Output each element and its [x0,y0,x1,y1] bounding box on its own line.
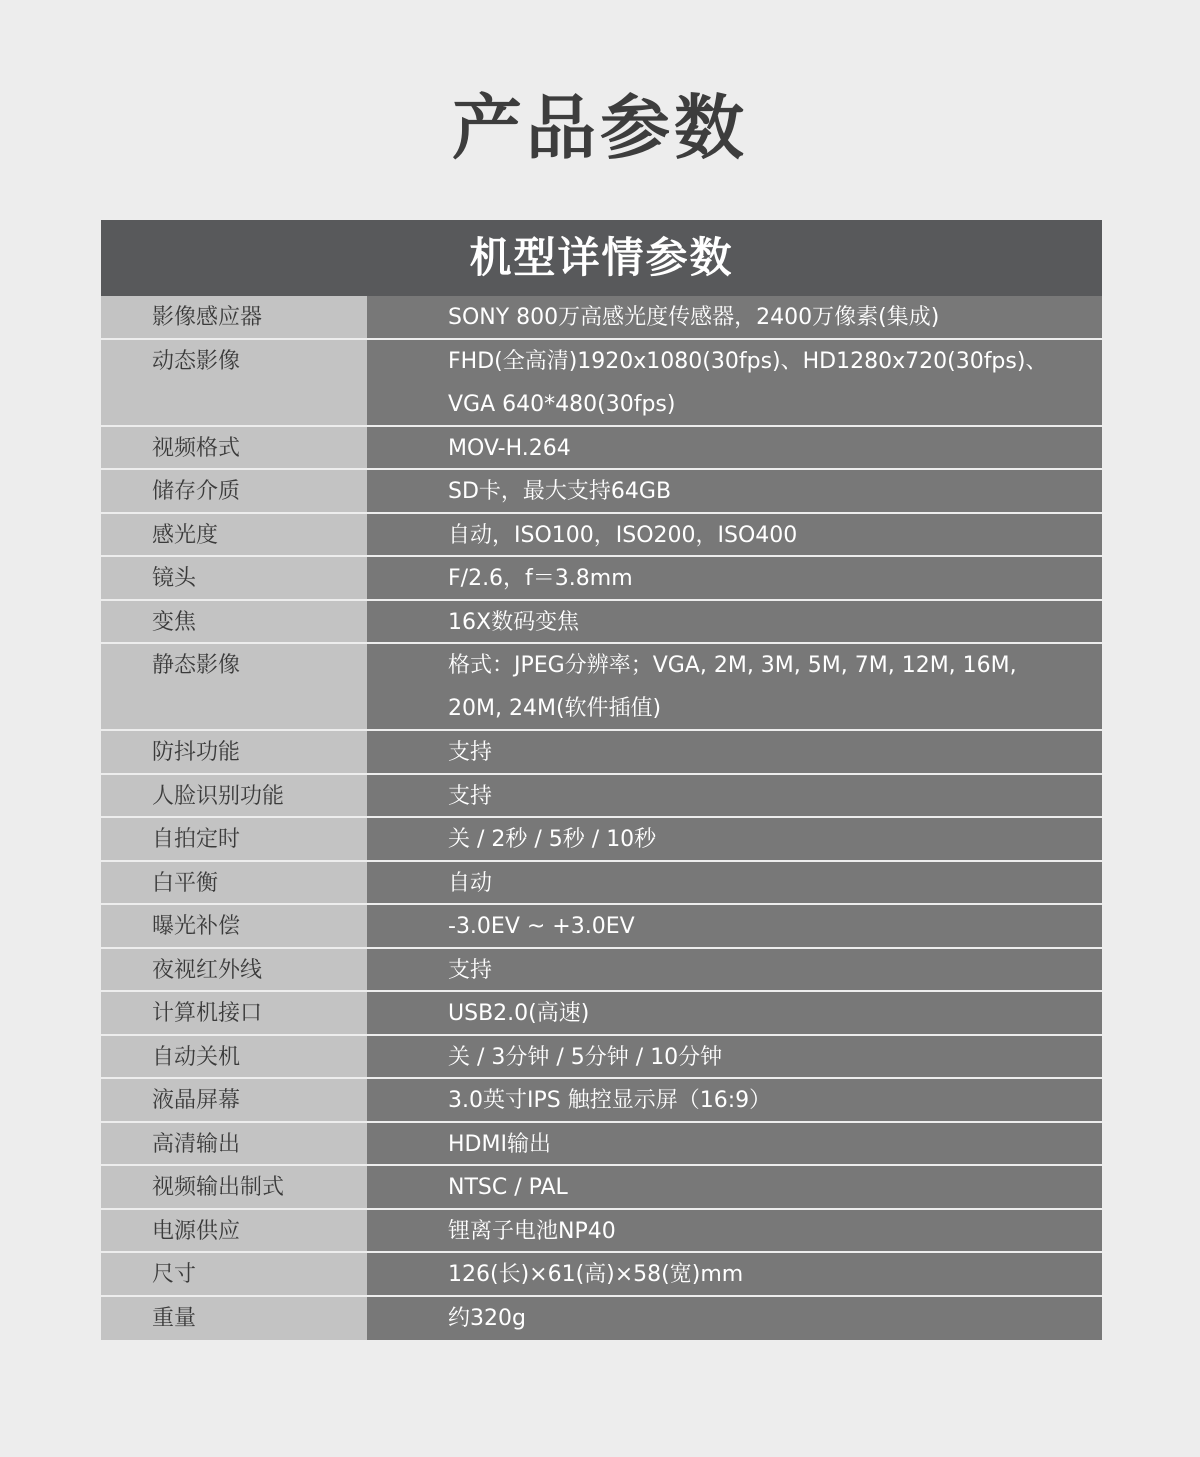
table-row [101,470,1102,514]
table-row [101,340,1102,427]
row-value [367,1253,1102,1295]
row-label: 尺寸 [101,1253,367,1295]
row-value [367,470,1102,512]
table-row [101,296,1102,340]
row-value-line: F/2.6，f＝3.8mm [448,566,633,591]
row-value [367,905,1102,947]
table-row [101,1210,1102,1254]
row-value-line: 格式：JPEG分辨率；VGA, 2M, 3M, 5M, 7M, 12M, 16M, [448,653,1017,678]
row-value-line: 关 / 2秒 / 5秒 / 10秒 [448,827,657,852]
row-label: 视频格式 [101,427,367,469]
row-value [367,949,1102,991]
row-value-line: VGA 640*480(30fps) [448,391,676,417]
row-value [367,775,1102,817]
row-value-line: SD卡，最大支持64GB [448,479,672,504]
row-value-line: 支持 [448,783,493,809]
row-value [367,862,1102,904]
row-value-line: 锂离子电池NP40 [448,1218,616,1244]
row-value-line: 关 / 3分钟 / 5分钟 / 10分钟 [448,1044,723,1070]
page-title: 产品参数 [452,87,748,169]
table-row [101,601,1102,645]
table-header: 机型详情参数 [101,220,1102,296]
row-value [367,992,1102,1034]
row-label: 人脸识别功能 [101,775,367,817]
row-value [367,557,1102,599]
row-value [367,1123,1102,1165]
row-label: 夜视红外线 [101,949,367,991]
row-value-line: 自动，ISO100，ISO200，ISO400 [448,522,798,548]
row-label: 感光度 [101,514,367,556]
row-value-line: 126(长)×61(高)×58(宽)mm [448,1262,744,1287]
row-value-line: SONY 800万高感光度传感器，2400万像素(集成) [448,305,940,330]
table-row [101,1253,1102,1297]
row-label: 镜头 [101,557,367,599]
row-value [367,514,1102,556]
table-row [101,862,1102,906]
table-body [101,296,1102,1340]
row-label: 高清输出 [101,1123,367,1165]
row-value [367,644,1102,729]
spec-table [101,220,1102,1340]
row-label: 自动关机 [101,1036,367,1078]
row-label: 电源供应 [101,1210,367,1252]
table-row [101,557,1102,601]
table-row [101,1079,1102,1123]
table-row [101,1166,1102,1210]
row-value-line: 约320g [448,1305,526,1331]
table-row [101,905,1102,949]
row-value [367,818,1102,860]
row-value-line: 3.0英寸IPS 触控显示屏（16:9） [448,1088,772,1113]
row-label: 防抖功能 [101,731,367,773]
row-value [367,1166,1102,1208]
row-value-line: FHD(全高清)1920x1080(30fps)、HD1280x720(30fps)、 [448,348,1048,374]
row-value-line: USB2.0(高速) [448,1001,590,1026]
row-value-line: 自动 [448,870,493,896]
row-label: 液晶屏幕 [101,1079,367,1121]
table-row [101,1036,1102,1080]
row-value [367,731,1102,773]
row-label: 影像感应器 [101,296,367,338]
table-row [101,1123,1102,1167]
row-value [367,1036,1102,1078]
row-value-line: HDMI输出 [448,1131,551,1157]
table-row [101,644,1102,731]
row-value-line: 20M, 24M(软件插值) [448,696,662,721]
row-value-line: 16X数码变焦 [448,609,580,635]
table-row [101,818,1102,862]
row-value-line: MOV-H.264 [448,435,571,461]
row-label: 视频输出制式 [101,1166,367,1208]
row-label: 自拍定时 [101,818,367,860]
row-label: 储存介质 [101,470,367,512]
row-value-line: NTSC / PAL [448,1175,568,1200]
row-label: 动态影像 [101,340,367,425]
row-label: 静态影像 [101,644,367,729]
row-value [367,427,1102,469]
row-value-line: -3.0EV ~ +3.0EV [448,914,635,939]
row-label: 计算机接口 [101,992,367,1034]
table-row [101,1297,1102,1341]
table-row [101,514,1102,558]
table-row [101,731,1102,775]
row-value-line: 支持 [448,740,493,765]
table-row [101,949,1102,993]
table-row [101,427,1102,471]
row-value [367,340,1102,425]
table-row [101,775,1102,819]
row-label: 白平衡 [101,862,367,904]
row-label: 重量 [101,1297,367,1341]
row-label: 曝光补偿 [101,905,367,947]
row-value [367,601,1102,643]
row-label: 变焦 [101,601,367,643]
row-value [367,296,1102,338]
row-value [367,1079,1102,1121]
row-value [367,1297,1102,1341]
table-row [101,992,1102,1036]
row-value [367,1210,1102,1252]
row-value-line: 支持 [448,957,493,983]
